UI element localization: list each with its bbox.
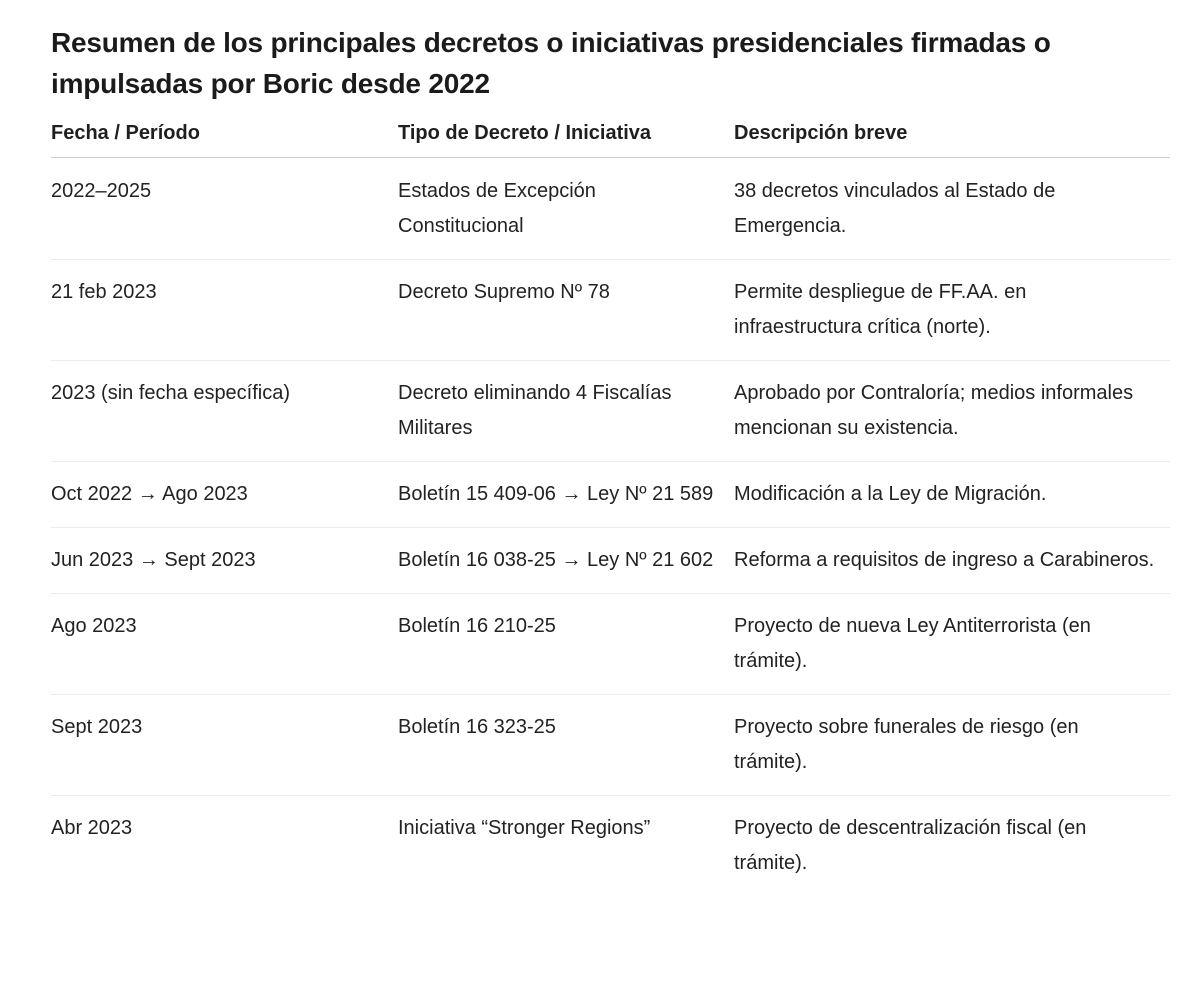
cell-descripcion: Proyecto de descentralización fiscal (en trámite).	[734, 817, 1087, 874]
cell-fecha: Jun 2023 → Sept 2023	[51, 528, 398, 594]
cell-fecha: Ago 2023	[51, 594, 398, 695]
cell-fecha: Abr 2023	[51, 817, 133, 839]
table-row	[51, 594, 1170, 695]
cell-descripcion: Aprobado por Contraloría; medios informales mencionan su existencia.	[734, 361, 1170, 462]
cell-fecha: Oct 2022 → Ago 2023	[51, 462, 398, 528]
cell-tipo: Boletín 16 038-25 → Ley Nº 21 602	[398, 528, 734, 594]
table-row	[51, 695, 1170, 796]
cell-descripcion: Reforma a requisitos de ingreso a Carabineros.	[734, 528, 1170, 594]
cell-tipo: Decreto eliminando 4 Fiscalías Militares	[398, 361, 734, 462]
cell-descripcion: Permite despliegue de FF.AA. en infraestructura crítica (norte).	[734, 260, 1170, 361]
header-descripcion: Descripción breve	[734, 112, 1170, 158]
decrees-table	[51, 112, 1170, 896]
cell-fecha: Sept 2023	[51, 695, 398, 796]
page-title: Resumen de los principales decretos o iniciativas presidenciales firmadas o impulsadas por Boric desde 2022	[51, 27, 1051, 99]
table-row	[51, 796, 1170, 897]
cell-descripcion: Proyecto sobre funerales de riesgo (en trámite).	[734, 695, 1170, 796]
cell-tipo: Iniciativa “Stronger Regions”	[398, 817, 651, 839]
cell-tipo: Boletín 16 210-25	[398, 594, 734, 695]
cell-descripcion: 38 decretos vinculados al Estado de Emergencia.	[734, 158, 1170, 260]
cell-fecha: 2022–2025	[51, 158, 398, 260]
cell-descripcion: Modificación a la Ley de Migración.	[734, 462, 1170, 528]
header-tipo: Tipo de Decreto / Iniciativa	[398, 112, 734, 158]
cell-tipo: Decreto Supremo Nº 78	[398, 260, 734, 361]
cell-tipo: Boletín 15 409-06 → Ley Nº 21 589	[398, 462, 734, 528]
table-row	[51, 361, 1170, 462]
table-row	[51, 260, 1170, 361]
header-fecha: Fecha / Período	[51, 112, 398, 158]
cell-descripcion: Proyecto de nueva Ley Antiterrorista (en trámite).	[734, 594, 1170, 695]
cell-fecha: 21 feb 2023	[51, 260, 398, 361]
cell-tipo: Estados de Excepción Constitucional	[398, 158, 734, 260]
cell-fecha: 2023 (sin fecha específica)	[51, 361, 398, 462]
cell-tipo: Boletín 16 323-25	[398, 695, 734, 796]
content-area	[51, 22, 1170, 896]
table-row	[51, 462, 1170, 528]
table-header-row	[51, 112, 1170, 158]
table-row	[51, 528, 1170, 594]
table-row	[51, 158, 1170, 260]
